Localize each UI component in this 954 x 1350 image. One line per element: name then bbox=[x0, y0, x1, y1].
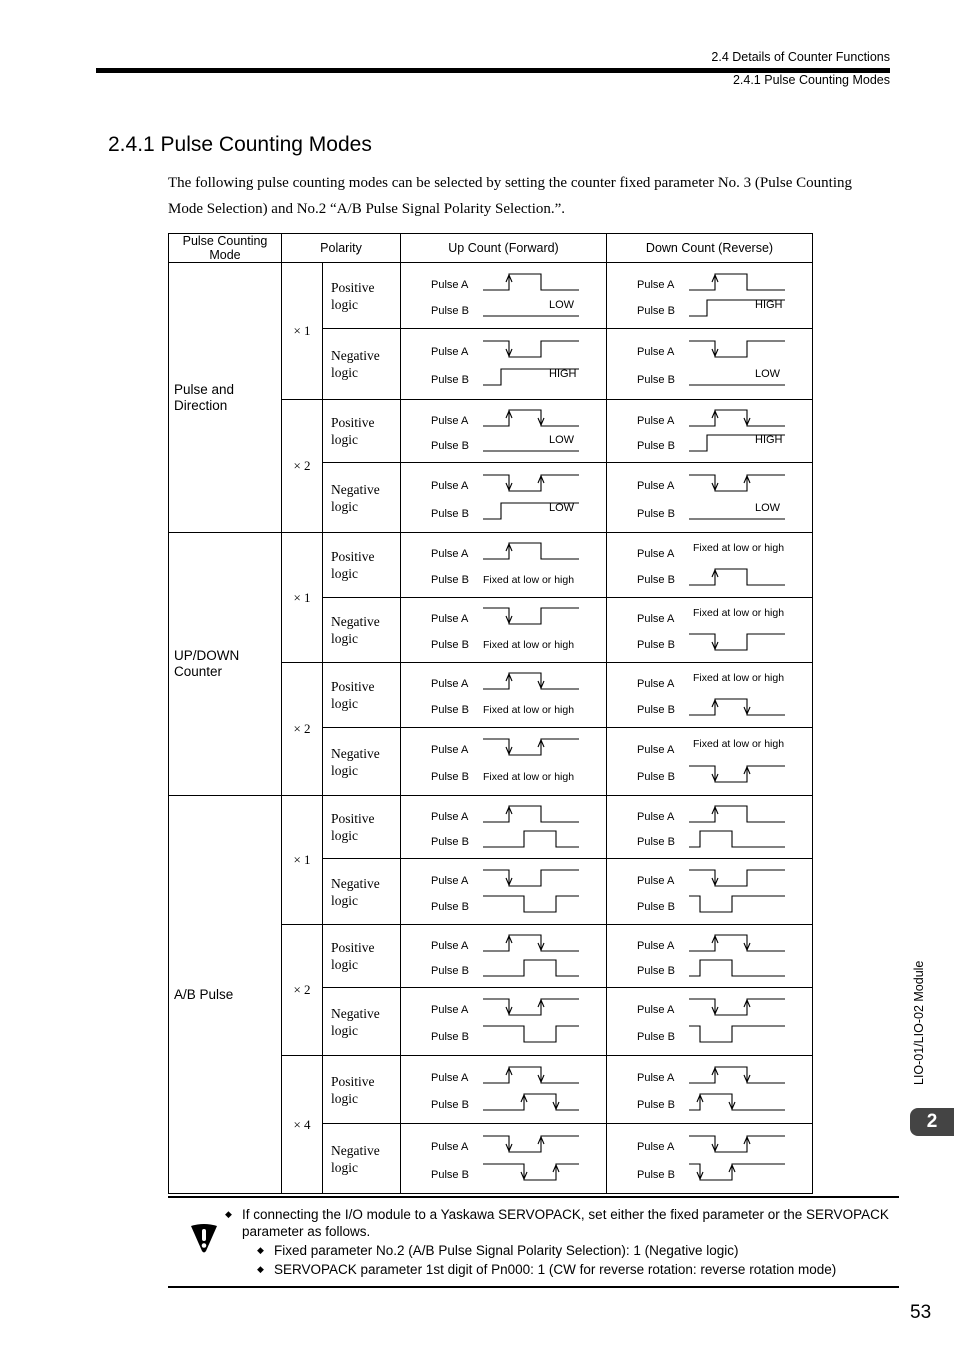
mode-cell: Pulse and Direction bbox=[169, 263, 282, 533]
pulse-b-waveform bbox=[689, 699, 785, 715]
waveform-diagram bbox=[607, 329, 812, 399]
polarity-cell: Positive logic bbox=[323, 263, 401, 329]
pulse-b-label: Pulse B bbox=[637, 305, 675, 317]
pulse-a-label: Pulse A bbox=[637, 346, 675, 358]
pulse-a-waveform bbox=[689, 870, 785, 886]
pulse-a-waveform bbox=[483, 410, 579, 426]
page-title: 2.4.1 Pulse Counting Modes bbox=[108, 133, 372, 156]
pulse-b-waveform bbox=[483, 1026, 579, 1042]
pulse-a-label: Pulse A bbox=[637, 1141, 675, 1153]
waveform-diagram bbox=[401, 663, 606, 727]
multiplier-cell: × 2 bbox=[282, 663, 323, 796]
pulse-a-label: Pulse A bbox=[431, 613, 469, 625]
waveform-diagram bbox=[401, 1124, 606, 1193]
waveform-diagram bbox=[607, 533, 812, 597]
waveform-cell bbox=[401, 859, 607, 925]
pulse-a-label: Pulse A bbox=[637, 548, 675, 560]
waveform-diagram bbox=[607, 663, 812, 727]
pulse-a-waveform bbox=[689, 1136, 785, 1152]
side-section-label: LIO-01/LIO-02 Module bbox=[912, 960, 926, 1085]
waveform-cell bbox=[607, 263, 813, 329]
pulse-a-label: Pulse A bbox=[637, 875, 675, 887]
pulse-b-label: Pulse B bbox=[637, 440, 675, 452]
chapter-tab: 2 bbox=[910, 1108, 954, 1136]
polarity-cell: Positive logic bbox=[323, 1056, 401, 1124]
multiplier-cell: × 2 bbox=[282, 400, 323, 533]
pulse-a-waveform bbox=[483, 739, 579, 755]
pulse-b-label: Pulse B bbox=[431, 1099, 469, 1111]
pulse-a-waveform bbox=[689, 410, 785, 426]
polarity-cell: Negative logic bbox=[323, 859, 401, 925]
waveform-cell bbox=[607, 598, 813, 663]
pulse-b-label: Pulse B bbox=[431, 508, 469, 520]
pulse-a-label: Pulse A bbox=[431, 940, 469, 952]
waveform-cell bbox=[607, 400, 813, 463]
pulse-a-label: Pulse A bbox=[637, 480, 675, 492]
waveform-diagram bbox=[607, 400, 812, 462]
level-label: HIGH bbox=[755, 434, 783, 446]
pulse-b-waveform bbox=[689, 569, 785, 585]
pulse-a-label: Pulse A bbox=[431, 1141, 469, 1153]
waveform-cell bbox=[607, 329, 813, 400]
table-row bbox=[169, 796, 813, 859]
pulse-b-label: Pulse B bbox=[637, 771, 675, 783]
pulse-b-waveform bbox=[689, 766, 785, 782]
pulse-b-waveform bbox=[483, 960, 579, 976]
waveform-cell bbox=[401, 796, 607, 859]
pulse-a-waveform bbox=[483, 608, 579, 624]
waveform-cell bbox=[607, 988, 813, 1056]
pulse-a-label: Pulse A bbox=[637, 279, 675, 291]
pulse-b-label: Pulse B bbox=[637, 639, 675, 651]
header-polarity: Polarity bbox=[282, 234, 401, 263]
waveform-diagram bbox=[607, 925, 812, 987]
pulse-a-label: Pulse A bbox=[637, 940, 675, 952]
pulse-a-waveform bbox=[483, 673, 579, 689]
waveform-diagram bbox=[401, 796, 606, 858]
pulse-b-waveform bbox=[689, 960, 785, 976]
pulse-b-label: Pulse B bbox=[431, 1169, 469, 1181]
pulse-a-label: Pulse A bbox=[431, 279, 469, 291]
waveform-cell bbox=[401, 988, 607, 1056]
waveform-cell bbox=[401, 1056, 607, 1124]
pulse-b-label: Pulse B bbox=[431, 965, 469, 977]
pulse-a-label: Pulse A bbox=[637, 744, 675, 756]
pulse-a-waveform bbox=[483, 870, 579, 886]
table-body bbox=[169, 263, 813, 1194]
note-sub-item: ◆ SERVOPACK parameter 1st digit of Pn000: 1 (CW for reverse rotation: reverse rotation mode) bbox=[257, 1262, 837, 1277]
multiplier-cell: × 4 bbox=[282, 1056, 323, 1194]
header-down-count: Down Count (Reverse) bbox=[607, 234, 813, 263]
pulse-a-waveform bbox=[689, 475, 785, 491]
pulse-b-label: Pulse B bbox=[637, 508, 675, 520]
mode-cell: A/B Pulse bbox=[169, 796, 282, 1194]
fixed-level-label: Fixed at low or high bbox=[483, 704, 575, 716]
waveform-diagram bbox=[607, 859, 812, 924]
waveform-cell bbox=[607, 859, 813, 925]
pulse-b-waveform bbox=[483, 896, 579, 912]
pulse-b-label: Pulse B bbox=[431, 440, 469, 452]
waveform-cell bbox=[401, 1124, 607, 1194]
waveform-diagram bbox=[401, 728, 606, 795]
pulse-b-label: Pulse B bbox=[637, 965, 675, 977]
level-label: HIGH bbox=[755, 299, 783, 311]
pulse-b-label: Pulse B bbox=[637, 1031, 675, 1043]
waveform-cell bbox=[401, 728, 607, 796]
pulse-a-waveform bbox=[483, 274, 579, 290]
pulse-a-waveform bbox=[689, 274, 785, 290]
polarity-cell: Positive logic bbox=[323, 925, 401, 988]
fixed-level-label: Fixed at low or high bbox=[483, 771, 575, 783]
pulse-a-label: Pulse A bbox=[637, 1004, 675, 1016]
waveform-diagram bbox=[401, 463, 606, 532]
fixed-level-label: Fixed at low or high bbox=[693, 607, 785, 619]
warning-icon bbox=[190, 1224, 218, 1259]
pulse-a-waveform bbox=[689, 935, 785, 951]
waveform-diagram bbox=[401, 598, 606, 662]
pulse-b-label: Pulse B bbox=[431, 901, 469, 913]
pulse-b-waveform bbox=[483, 1094, 579, 1110]
multiplier-cell: × 1 bbox=[282, 263, 323, 400]
polarity-cell: Negative logic bbox=[323, 598, 401, 663]
multiplier-cell: × 1 bbox=[282, 796, 323, 925]
pulse-a-waveform bbox=[689, 1067, 785, 1083]
pulse-b-waveform bbox=[689, 1164, 785, 1180]
pulse-a-waveform bbox=[689, 806, 785, 822]
pulse-a-label: Pulse A bbox=[431, 1004, 469, 1016]
level-label: LOW bbox=[549, 299, 575, 311]
pulse-a-waveform bbox=[689, 341, 785, 357]
pulse-b-label: Pulse B bbox=[431, 704, 469, 716]
waveform-diagram bbox=[401, 263, 606, 328]
table-row bbox=[169, 263, 813, 329]
pulse-b-waveform bbox=[689, 1094, 785, 1110]
pulse-a-label: Pulse A bbox=[431, 548, 469, 560]
running-header-section: 2.4 Details of Counter Functions bbox=[711, 50, 890, 64]
polarity-cell: Positive logic bbox=[323, 796, 401, 859]
waveform-diagram bbox=[607, 598, 812, 662]
pulse-a-waveform bbox=[483, 999, 579, 1015]
pulse-a-label: Pulse A bbox=[431, 480, 469, 492]
polarity-cell: Positive logic bbox=[323, 400, 401, 463]
running-header-subsection: 2.4.1 Pulse Counting Modes bbox=[732, 73, 890, 87]
waveform-cell bbox=[401, 925, 607, 988]
pulse-b-label: Pulse B bbox=[637, 836, 675, 848]
pulse-b-waveform bbox=[689, 634, 785, 650]
pulse-b-label: Pulse B bbox=[431, 374, 469, 386]
pulse-b-label: Pulse B bbox=[431, 639, 469, 651]
table-row bbox=[169, 533, 813, 598]
pulse-b-label: Pulse B bbox=[637, 574, 675, 586]
waveform-cell bbox=[401, 263, 607, 329]
level-label: LOW bbox=[549, 434, 575, 446]
pulse-a-waveform bbox=[483, 475, 579, 491]
pulse-b-label: Pulse B bbox=[637, 901, 675, 913]
pulse-b-waveform bbox=[689, 896, 785, 912]
waveform-diagram bbox=[401, 400, 606, 462]
fixed-level-label: Fixed at low or high bbox=[693, 542, 785, 554]
pulse-a-label: Pulse A bbox=[431, 415, 469, 427]
waveform-cell bbox=[607, 728, 813, 796]
waveform-cell bbox=[401, 329, 607, 400]
page-number: 53 bbox=[910, 1302, 932, 1323]
level-label: LOW bbox=[755, 368, 781, 380]
pulse-a-label: Pulse A bbox=[431, 875, 469, 887]
waveform-cell bbox=[607, 533, 813, 598]
pulse-b-waveform bbox=[483, 1164, 579, 1180]
intro-paragraph: The following pulse counting modes can be selected by setting the counter fixed parameter No. 3 (Pulse Counting Mode Selection) and No.2 “A/B Pulse Signal Polarity Selection.”. bbox=[168, 175, 852, 217]
fixed-level-label: Fixed at low or high bbox=[693, 738, 785, 750]
pulse-a-waveform bbox=[483, 543, 579, 559]
pulse-b-waveform bbox=[483, 831, 579, 847]
waveform-cell bbox=[607, 1056, 813, 1124]
pulse-a-waveform bbox=[483, 1067, 579, 1083]
pulse-a-waveform bbox=[483, 806, 579, 822]
pulse-a-waveform bbox=[483, 935, 579, 951]
pulse-counting-modes-table bbox=[168, 233, 813, 1194]
waveform-diagram bbox=[607, 796, 812, 858]
waveform-cell bbox=[401, 663, 607, 728]
level-label: LOW bbox=[755, 502, 781, 514]
pulse-a-waveform bbox=[483, 341, 579, 357]
polarity-cell: Negative logic bbox=[323, 988, 401, 1056]
waveform-cell bbox=[607, 796, 813, 859]
fixed-level-label: Fixed at low or high bbox=[483, 574, 575, 586]
polarity-cell: Negative logic bbox=[323, 329, 401, 400]
pulse-b-label: Pulse B bbox=[637, 374, 675, 386]
pulse-a-label: Pulse A bbox=[637, 613, 675, 625]
pulse-a-waveform bbox=[483, 1136, 579, 1152]
bullet-icon: ◆ bbox=[257, 1264, 264, 1274]
header-up-count: Up Count (Forward) bbox=[401, 234, 607, 263]
fixed-level-label: Fixed at low or high bbox=[693, 672, 785, 684]
polarity-cell: Negative logic bbox=[323, 463, 401, 533]
polarity-cell: Negative logic bbox=[323, 728, 401, 796]
waveform-diagram bbox=[401, 533, 606, 597]
header-mode: Pulse Counting Mode bbox=[169, 234, 282, 263]
pulse-b-waveform bbox=[689, 1026, 785, 1042]
waveform-cell bbox=[401, 463, 607, 533]
waveform-diagram bbox=[401, 1056, 606, 1123]
waveform-cell bbox=[607, 663, 813, 728]
pulse-a-label: Pulse A bbox=[637, 415, 675, 427]
multiplier-cell: × 2 bbox=[282, 925, 323, 1056]
pulse-b-label: Pulse B bbox=[431, 574, 469, 586]
polarity-cell: Positive logic bbox=[323, 663, 401, 728]
note-sub-item: ◆ Fixed parameter No.2 (A/B Pulse Signal Polarity Selection): 1 (Negative logic) bbox=[257, 1243, 739, 1258]
waveform-diagram bbox=[607, 988, 812, 1055]
waveform-cell bbox=[401, 598, 607, 663]
fixed-level-label: Fixed at low or high bbox=[483, 639, 575, 651]
pulse-a-label: Pulse A bbox=[431, 811, 469, 823]
waveform-cell bbox=[607, 463, 813, 533]
level-label: HIGH bbox=[549, 368, 577, 380]
waveform-cell bbox=[401, 400, 607, 463]
pulse-b-label: Pulse B bbox=[637, 704, 675, 716]
pulse-a-label: Pulse A bbox=[637, 811, 675, 823]
waveform-diagram bbox=[401, 925, 606, 987]
note-main-text: ◆ If connecting the I/O module to a Yaskawa SERVOPACK, set either the fixed parameter or the SERVOPACK parameter as follows. bbox=[225, 1207, 889, 1239]
waveform-cell bbox=[607, 1124, 813, 1194]
waveform-cell bbox=[401, 533, 607, 598]
pulse-a-label: Pulse A bbox=[431, 1072, 469, 1084]
waveform-diagram bbox=[607, 463, 812, 532]
waveform-cell bbox=[607, 925, 813, 988]
bullet-icon: ◆ bbox=[257, 1245, 264, 1255]
pulse-a-label: Pulse A bbox=[431, 346, 469, 358]
waveform-diagram bbox=[401, 988, 606, 1055]
bullet-icon: ◆ bbox=[225, 1209, 232, 1219]
pulse-b-label: Pulse B bbox=[431, 836, 469, 848]
pulse-b-label: Pulse B bbox=[431, 1031, 469, 1043]
pulse-b-label: Pulse B bbox=[431, 771, 469, 783]
pulse-a-label: Pulse A bbox=[431, 678, 469, 690]
pulse-b-label: Pulse B bbox=[637, 1169, 675, 1181]
pulse-a-waveform bbox=[689, 999, 785, 1015]
waveform-diagram bbox=[607, 728, 812, 795]
waveform-diagram bbox=[401, 859, 606, 924]
level-label: LOW bbox=[549, 502, 575, 514]
pulse-a-label: Pulse A bbox=[637, 1072, 675, 1084]
important-note bbox=[168, 1196, 899, 1288]
pulse-b-waveform bbox=[689, 831, 785, 847]
pulse-b-label: Pulse B bbox=[637, 1099, 675, 1111]
waveform-diagram bbox=[607, 263, 812, 328]
multiplier-cell: × 1 bbox=[282, 533, 323, 663]
pulse-a-label: Pulse A bbox=[431, 744, 469, 756]
polarity-cell: Negative logic bbox=[323, 1124, 401, 1194]
waveform-diagram bbox=[401, 329, 606, 399]
mode-cell: UP/DOWN Counter bbox=[169, 533, 282, 796]
pulse-a-label: Pulse A bbox=[637, 678, 675, 690]
polarity-cell: Positive logic bbox=[323, 533, 401, 598]
waveform-diagram bbox=[607, 1124, 812, 1193]
waveform-diagram bbox=[607, 1056, 812, 1123]
pulse-b-label: Pulse B bbox=[431, 305, 469, 317]
